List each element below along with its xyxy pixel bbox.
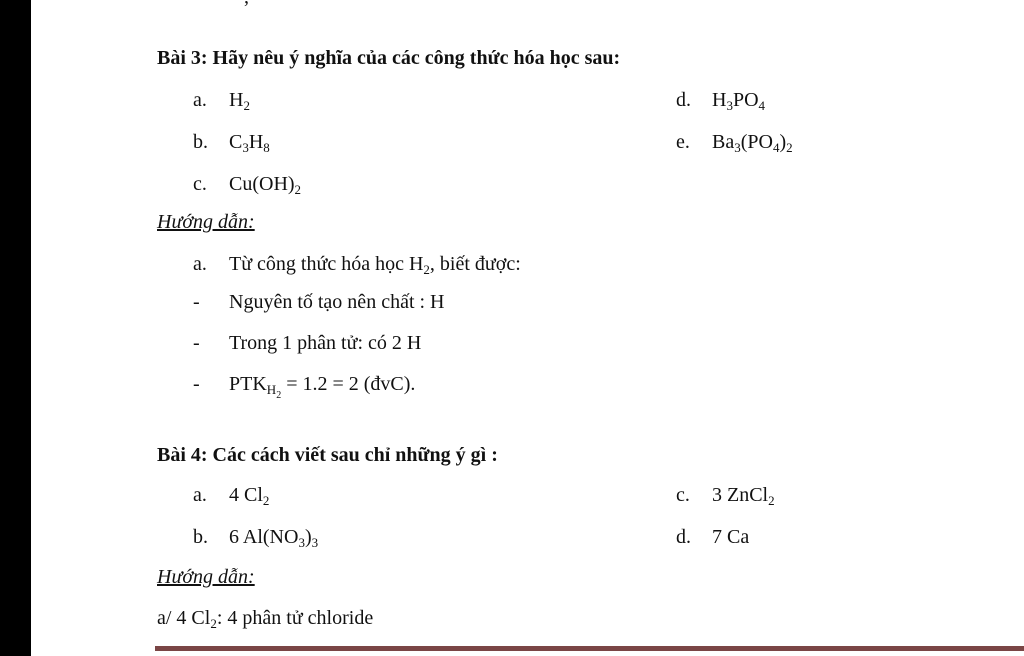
bai3-guide-label: Hướng dẫn: [157,211,255,233]
bai4-item-d: d. 7 Ca [676,526,750,548]
bai4-answer-a: a/ 4 $Cl_2$: 4 phân tử chloride [157,607,374,631]
bai4-item-c: c. 3 ZnCl$_2$ [676,484,775,508]
bottom-rule [155,646,1024,651]
bullet-2: - Trong 1 phân tử: có 2 H [193,332,422,354]
bai3-item-c: c. $Cu(OH)_2$ [193,173,302,197]
bai3-item-e: e. $Ba_3(PO_4)_2$ [676,131,793,155]
bai3-item-b: b. $C_3H_8$ [193,131,270,155]
bullet-1: - Nguyên tố tạo nên chất : H [193,291,445,313]
left-black-bar [0,0,31,656]
bai3-item-d: d. $H_3PO_4$ [676,89,766,113]
bai4-guide-label: Hướng dẫn: [157,566,255,588]
bai4-item-a: a. 4 $Cl_2$ [193,484,270,508]
bai3-title: Bài 3: Hãy nêu ý nghĩa của các công thức hóa học sau: [157,47,621,69]
bullet-3: - $PTK_{H_2} = 1.2 = 2$ (đvC). [193,373,416,401]
bai3-answer-a: a. Từ công thức hóa học $H_2$, biết được: [193,253,521,277]
bai4-item-b: b. 6 $Al(NO_3)_3$ [193,526,319,550]
bai4-title: Bài 4: Các cách viết sau chỉ những ý gì : [157,444,498,466]
bai3-item-a: a. $H_2$ [193,89,250,113]
cropped-text-fragment [244,0,249,9]
